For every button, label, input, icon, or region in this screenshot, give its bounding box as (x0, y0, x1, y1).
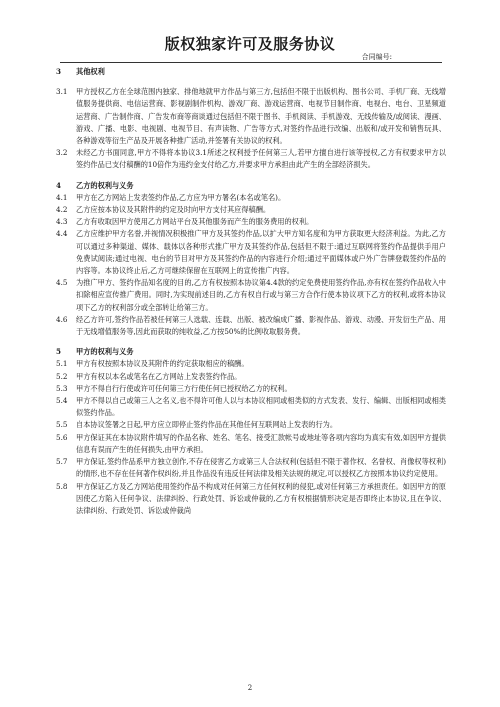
contract-number-label: 合同编号: (361, 53, 392, 61)
clause-5-3 (56, 383, 446, 395)
clause-number: 5.7 (56, 457, 68, 467)
clause-4-4 (56, 228, 446, 277)
page-number: 2 (247, 684, 253, 692)
section-title: 甲方的权利与义务 (76, 347, 134, 357)
clause-number: 3.1 (56, 87, 68, 97)
clause-text: 甲方不得自行行使或许可任何第三方行使任何已授权给乙方的权利。 (76, 383, 292, 393)
clause-number: 4.1 (56, 192, 68, 202)
clause-number: 5.4 (56, 396, 68, 406)
clause-3-1 (56, 86, 446, 147)
clause-number: 5.8 (56, 481, 68, 491)
section-4-heading (56, 180, 446, 192)
clause-5-6 (56, 432, 446, 456)
clause-5-8 (56, 481, 446, 518)
header-divider (60, 62, 442, 63)
clause-text: 乙方应维护甲方名誉,并视情况积极推广甲方及其签约作品,以扩大甲方知名度和为甲方获取更大经济利益。为此,乙方可以通过多种渠道、媒体、载体以各种形式推广甲方及其签约作品,包括但不限于:通过互联网将签约作品提供手用户免费试阅读;通过电视、电台的节目对甲方及其签约作品的内容进行介绍;通过平面媒体或户外广告牌登载签约作品的内容等。本协议终止后,乙方可继续保留在互联网上的宣传推广内容。 (76, 229, 446, 276)
clause-number: 5.5 (56, 420, 68, 430)
clause-number: 5.2 (56, 371, 68, 381)
clause-text: 甲方授权乙方在全球范围内独家、排他地就甲方作品与第三方,包括但不限于出版机构、图书公司、手机厂商、无线增值服务提供商、电信运营商、影视剧制作机构、游戏厂商、游戏运营商、电视节目制作商、电视台、电台、卫星频道运营商、广告制作商、广告发布商等商谈通过包括但不限于图书、手机阅读、手机游戏、无线传输及/或阅读、漫画、游戏、广播、电影、电视剧、电视节目、有声读物、广告等方式,对签约作品进行改编、出版和/或开发和销售玩具、各种游戏等衍生产品及开展各种推广活动,并签署有关协议的权利。 (76, 87, 446, 146)
clause-text: 甲方保证其在本协议附件填写的作品名称、姓名、笔名、接受汇款帐号或地址等各项内容均为真实有效,如因甲方提供信息有误而产生的任何损失,由甲方承担。 (76, 432, 446, 454)
section-number: 5 (56, 347, 62, 357)
clause-text: 甲方保证,签约作品系甲方独立创作,不存在侵害乙方或第三人合法权利(包括但不限于著作权、名誉权、肖像权等权利)的情形,也不存在任何著作权纠纷,并且作品没有违反任何法律及相关法规的规定,可以授权乙方按照本协议约定使用。 (76, 457, 446, 479)
clause-text: 经乙方许可,签约作品若被任何第三人选载、连载、出版、被改编成广播、影视作品、游戏、动漫、开发衍生产品、用于无线增值服务等,因此而获取的纯收益,乙方按50%的比例收取服务费。 (76, 314, 446, 337)
clause-4-2 (56, 204, 446, 216)
section-number: 4 (56, 180, 62, 190)
clause-4-6 (56, 314, 446, 338)
clause-text: 甲方在乙方网站上发表签约作品,乙方应为甲方署名(本名或笔名)。 (76, 192, 286, 202)
section-3-heading (56, 66, 446, 78)
section-title: 乙方的权利与义务 (76, 180, 134, 190)
clause-5-1 (56, 358, 446, 370)
clause-text: 乙方应按本协议及其附件的约定及时向甲方支付其应得稿酬。 (76, 205, 271, 215)
clause-4-1 (56, 192, 446, 204)
clause-5-5 (56, 419, 446, 431)
clause-text: 甲方不得以自己或第三人之名义,也不得许可他人以与本协议相同或相类似的方式发表、发行、编辑、出版相同或相类似签约作品。 (76, 396, 446, 418)
clause-3-2 (56, 147, 446, 171)
clause-number: 3.2 (56, 148, 68, 158)
section-number: 3 (56, 67, 62, 76)
clause-number: 5.3 (56, 383, 68, 393)
section-title: 其他权利 (76, 67, 105, 76)
clause-5-2 (56, 371, 446, 383)
clause-number: 4.4 (56, 229, 68, 239)
clause-4-5 (56, 277, 446, 314)
clause-number: 5.1 (56, 359, 68, 369)
document-title: 版权独家许可及服务协议 (164, 35, 336, 53)
clause-5-4 (56, 395, 446, 419)
document-body (56, 66, 446, 517)
clause-text: 甲方有权按照本协议及其附件的约定获取相应的稿酬。 (76, 359, 249, 369)
clause-text: 甲方保证乙方及乙方网站使用签约作品不构成对任何第三方任何权利的侵犯,或对任何第三方承担责任。如因甲方的原因使乙方陷入任何争议、法律纠纷、行政处罚、诉讼或仲裁的,乙方有权根据情形决定是否即终止本协议,且在争议、法律纠纷、行政处罚、诉讼或仲裁尚 (76, 481, 446, 515)
clause-text: 未经乙方书面同意,甲方不得将本协议3.1所述之权利授予任何第三人,若甲方擅自进行该等授权,乙方有权要求甲方以签约作品已支付稿酬的10倍作为违约金支付给乙方,并要求甲方承担由此产生的全部经济损失。 (76, 148, 446, 170)
clause-number: 4.3 (56, 217, 68, 227)
clause-number: 5.6 (56, 432, 68, 442)
clause-number: 4.5 (56, 278, 68, 288)
clause-text: 为推广甲方、签约作品知名度的目的,乙方有权按照本协议第4.4款的约定免费使用签约作品,亦有权在签约作品收入中扣除相应宣传推广费用。同时,为实现前述目的,乙方有权自行或与第三方合作行使本协议项下乙方的权利,或将本协议项下乙方的权利部分或全部转让给第三方。 (76, 278, 446, 312)
clause-4-3 (56, 216, 446, 228)
clause-number: 4.6 (56, 314, 68, 324)
clause-number: 4.2 (56, 205, 68, 215)
clause-text: 甲方有权以本名或笔名在乙方网站上发表签约作品。 (76, 371, 242, 381)
clause-text: 自本协议签署之日起,甲方应立即停止签约作品在其他任何互联网站上发表的行为。 (76, 420, 338, 430)
clause-5-7 (56, 456, 446, 480)
clause-text: 乙方有收取因甲方使用乙方网站平台及其他服务而产生的服务费用的权利。 (76, 217, 314, 227)
section-5-heading (56, 346, 446, 358)
